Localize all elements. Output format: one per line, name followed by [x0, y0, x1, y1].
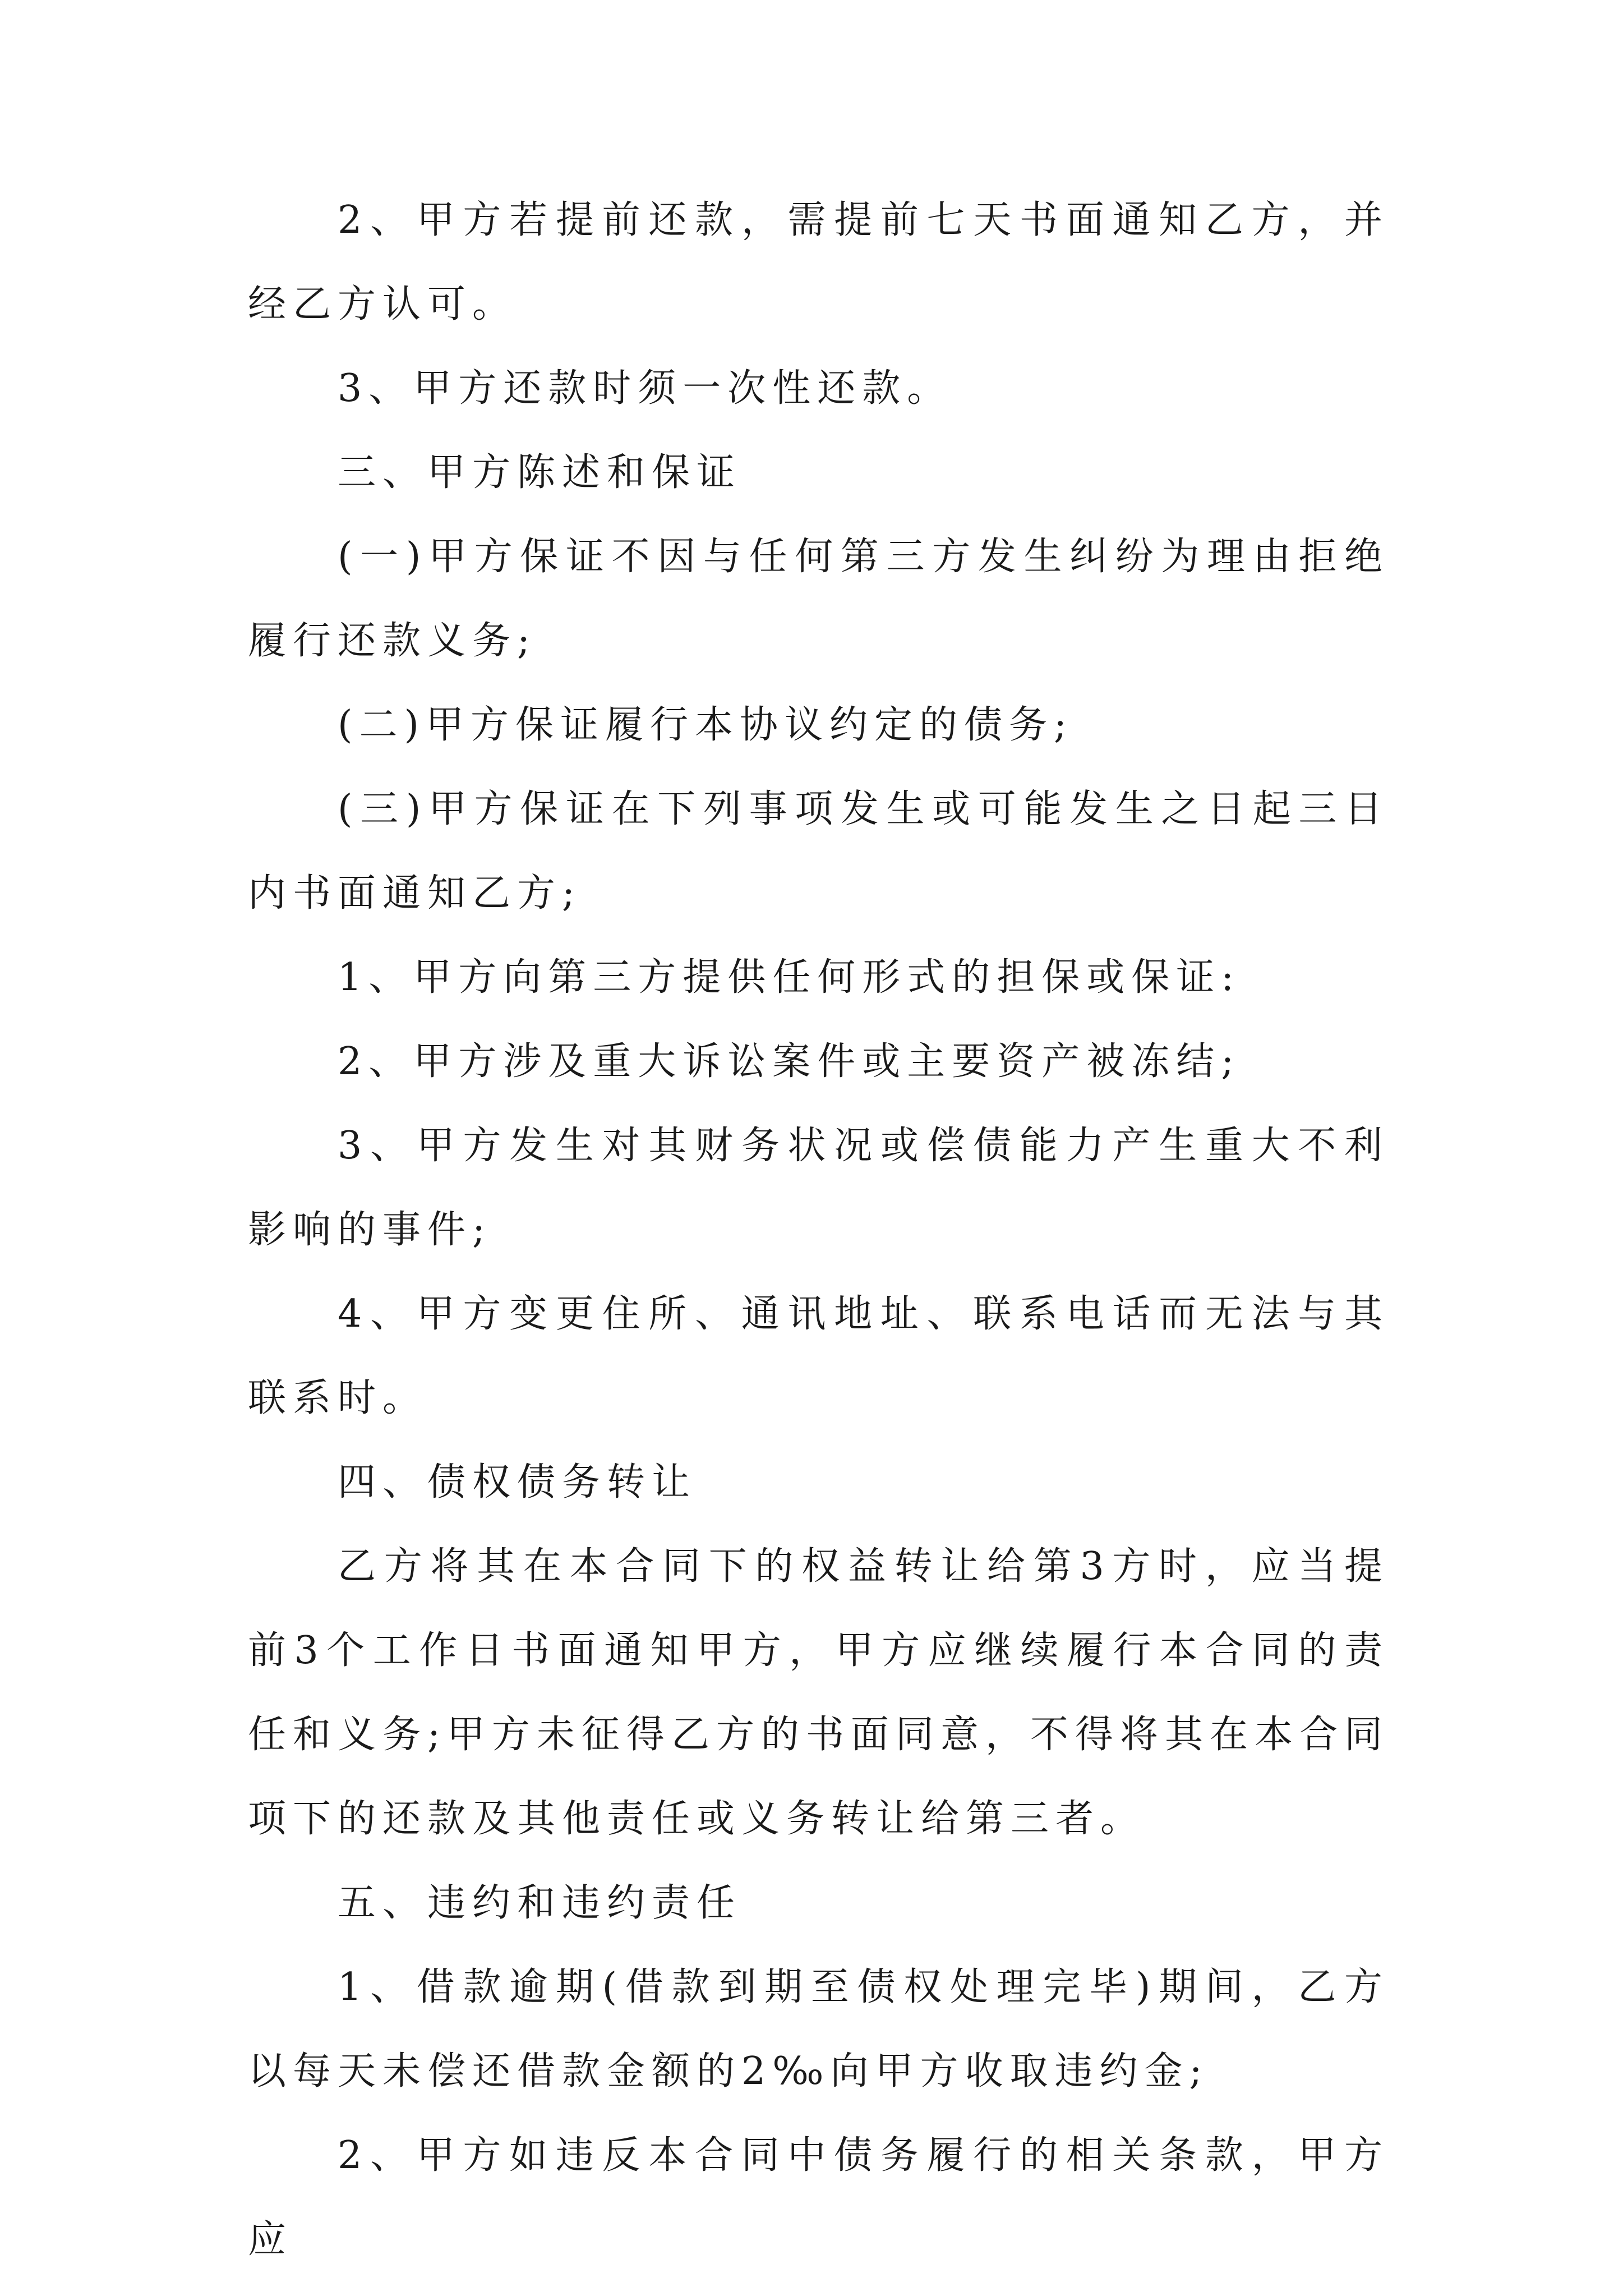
paragraph-perform-debt: (二)甲方保证履行本协议约定的债务; — [338, 703, 1073, 747]
section-heading-transfer: 四、债权债务转让 — [338, 1460, 697, 1504]
section-heading-breach: 五、违约和违约责任 — [338, 1881, 742, 1925]
paragraph-lump-sum-repayment: 3、甲方还款时须一次性还款。 — [338, 366, 952, 411]
paragraph-notify-within-three-days: (三)甲方保证在下列事项发生或可能发生之日起三日内书面通知乙方; — [248, 787, 1389, 915]
list-item-litigation: 2、甲方涉及重大诉讼案件或主要资产被冻结; — [338, 1039, 1241, 1084]
list-item-guarantee: 1、甲方向第三方提供任何形式的担保或保证: — [338, 955, 1241, 1000]
section-heading-representations: 三、甲方陈述和保证 — [338, 450, 742, 495]
paragraph-breach-clause: 2、甲方如违反本合同中债务履行的相关条款，甲方应 — [248, 2133, 1389, 2262]
list-item-adverse-event: 3、甲方发生对其财务状况或偿债能力产生重大不利影响的事件; — [248, 1124, 1389, 1252]
paragraph-no-refusal: (一)甲方保证不因与任何第三方发生纠纷为理由拒绝履行还款义务; — [248, 535, 1389, 663]
list-item-address-change: 4、甲方变更住所、通讯地址、联系电话而无法与其联系时。 — [248, 1292, 1389, 1420]
paragraph-overdue-penalty: 1、借款逾期(借款到期至债权处理完毕)期间，乙方以每天未偿还借款金额的2‰向甲方收取违约金; — [248, 1965, 1389, 2093]
contract-body — [248, 178, 1389, 2282]
paragraph-transfer-terms: 乙方将其在本合同下的权益转让给第3方时，应当提前3个工作日书面通知甲方，甲方应继续履行本合同的责任和义务;甲方未征得乙方的书面同意，不得将其在本合同项下的还款及其他责任或义务转让给第三者。 — [248, 1544, 1389, 1841]
paragraph-early-repayment: 2、甲方若提前还款，需提前七天书面通知乙方，并经乙方认可。 — [248, 198, 1389, 326]
